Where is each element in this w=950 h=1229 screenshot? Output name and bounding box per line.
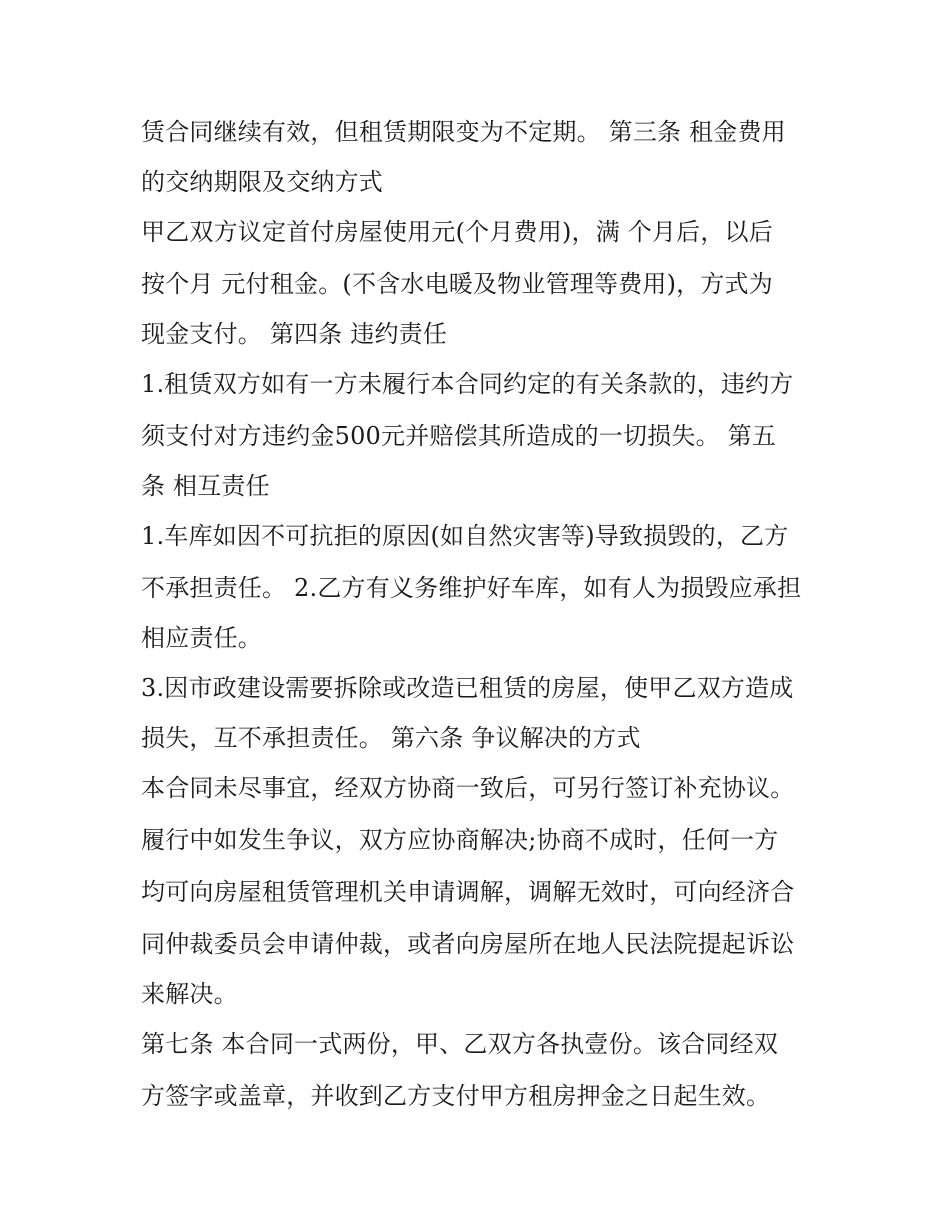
text-line: 赁合同继续有效，但租赁期限变为不定期。 第三条 租金费用 [141,118,786,146]
text-line: 1.租赁双方如有一方未履行本合同约定的有关条款的，违约方 [141,370,794,398]
text-line: 损失，互不承担责任。 第六条 争议解决的方式 [141,724,641,752]
text-line: 须支付对方违约金500元并赔偿其所造成的一切损失。 第五 [141,422,777,450]
text-line: 均可向房屋租赁管理机关申请调解，调解无效时，可向经济合 [141,878,795,906]
text-line: 方签字或盖章，并收到乙方支付甲方租房押金之日起生效。 [141,1082,771,1110]
document-body [141,106,821,1122]
text-line: 条 相互责任 [141,472,270,500]
text-line: 按个月 元付租金。(不含水电暖及物业管理等费用)，方式为 [141,270,773,298]
text-line: 履行中如发生争议，双方应协商解决;协商不成时，任何一方 [141,826,779,854]
text-line: 相应责任。 [141,624,262,652]
text-line: 甲乙双方议定首付房屋使用元(个月费用)，满 个月后，以后 [141,218,773,246]
text-line: 的交纳期限及交纳方式 [141,168,383,196]
text-line: 第七条 本合同一式两份，甲、乙双方各执壹份。该合同经双 [141,1030,779,1058]
text-line: 不承担责任。 2.乙方有义务维护好车库，如有人为损毁应承担 [141,574,802,602]
text-line: 同仲裁委员会申请仲裁，或者向房屋所在地人民法院提起诉讼 [141,930,795,958]
text-line: 来解决。 [141,980,238,1008]
text-line: 现金支付。 第四条 违约责任 [141,320,448,348]
text-line: 本合同未尽事宜，经双方协商一致后，可另行签订补充协议。 [141,774,795,802]
text-line: 3.因市政建设需要拆除或改造已租赁的房屋，使甲乙双方造成 [141,674,794,702]
text-line: 1.车库如因不可抗拒的原因(如自然灾害等)导致损毁的，乙方 [141,522,789,550]
